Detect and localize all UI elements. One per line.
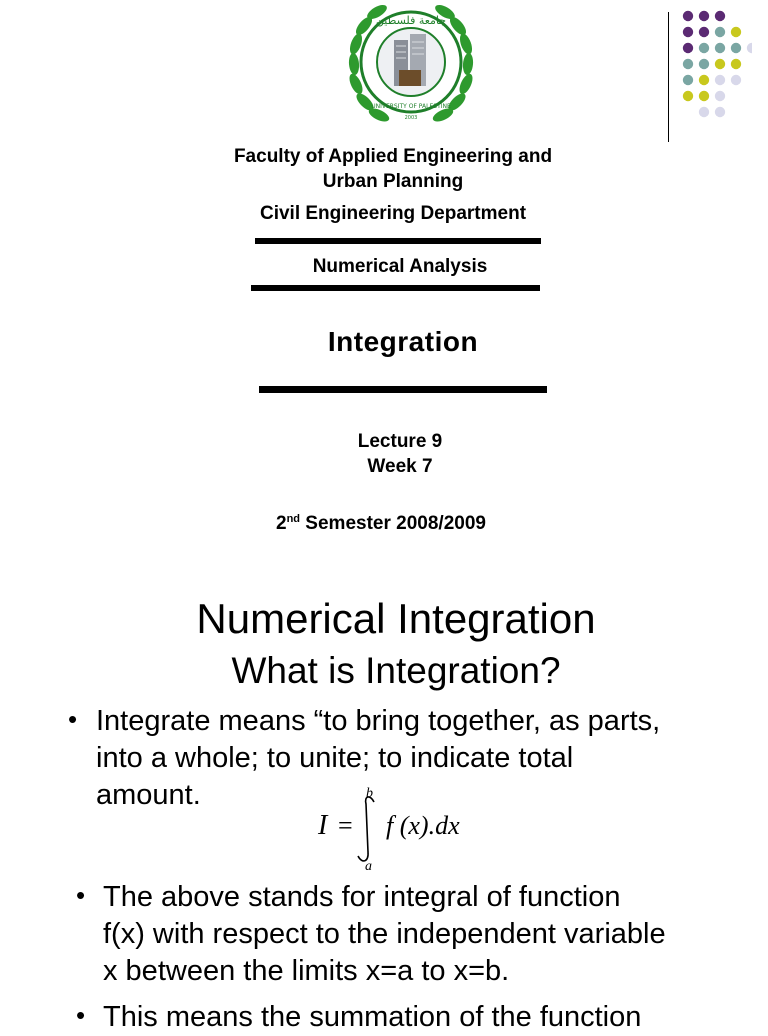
bullet-line: The above stands for integral of function	[103, 881, 621, 913]
decor-dot	[699, 27, 709, 37]
decor-dot	[747, 43, 752, 53]
department-name: Civil Engineering Department	[259, 203, 527, 224]
bullet-line: into a whole; to unite; to indicate total	[96, 742, 574, 774]
formula-equals: =	[338, 811, 353, 840]
decor-dot	[715, 11, 725, 21]
university-logo	[344, 0, 478, 128]
decor-dot	[715, 59, 725, 69]
integral-formula	[300, 782, 500, 872]
formula-lower-limit: a	[365, 859, 372, 872]
faculty-line-1: Faculty of Applied Engineering and	[233, 146, 553, 167]
bullet-explanation	[103, 879, 763, 990]
decor-dot	[683, 75, 693, 85]
decor-dot	[731, 27, 741, 37]
decor-dot	[683, 91, 693, 101]
bullet-line: x between the limits x=a to x=b.	[103, 955, 510, 987]
decor-dot	[683, 27, 693, 37]
bullet-line: This means the summation of the function	[103, 1001, 642, 1033]
decor-dot	[683, 43, 693, 53]
decorative-dot-grid	[682, 10, 752, 122]
decor-dot	[731, 43, 741, 53]
decor-dot	[699, 11, 709, 21]
formula-lhs: I	[318, 810, 328, 841]
logo-arabic-text: جامعة فلسطين	[375, 14, 447, 27]
horizontal-rule	[255, 238, 541, 244]
decor-dot	[715, 107, 725, 117]
bullet-line: amount.	[96, 779, 201, 811]
decor-dot	[699, 91, 709, 101]
semester-suffix: nd	[286, 513, 301, 525]
lecture-title: Integration	[327, 326, 479, 357]
horizontal-rule	[251, 285, 540, 291]
week-number: Week 7	[367, 456, 433, 477]
logo-english-text: UNIVERSITY OF PALESTINE	[371, 103, 451, 110]
bullet-summation	[103, 999, 763, 1036]
lecture-number: Lecture 9	[357, 431, 443, 452]
formula-integrand: f (x).dx	[386, 811, 460, 840]
decor-dot	[699, 43, 709, 53]
faculty-name	[180, 144, 606, 194]
slide-title: Numerical Integration	[196, 595, 596, 642]
decor-dot	[731, 59, 741, 69]
decor-dot	[715, 75, 725, 85]
decor-dot	[699, 75, 709, 85]
horizontal-rule	[259, 386, 547, 393]
decor-dot	[699, 59, 709, 69]
integral-sign	[358, 797, 374, 861]
semester-number: 2	[276, 513, 287, 534]
decor-dot	[731, 75, 741, 85]
bullet-marker: •	[76, 1000, 86, 1030]
bullet-line: Integrate means “to bring together, as parts,	[96, 705, 661, 737]
decor-dot	[699, 107, 709, 117]
decor-dot	[715, 91, 725, 101]
course-name: Numerical Analysis	[312, 256, 488, 277]
decor-dot	[715, 43, 725, 53]
decor-dot	[715, 27, 725, 37]
decor-dot	[683, 59, 693, 69]
decor-dot	[683, 11, 693, 21]
bullet-marker: •	[68, 704, 78, 734]
formula-upper-limit: b	[366, 786, 373, 801]
decorative-divider	[668, 12, 669, 142]
semester	[276, 511, 566, 536]
semester-text: Semester 2008/2009	[300, 513, 486, 534]
bullet-line: f(x) with respect to the independent variable	[103, 918, 666, 950]
logo-year: 2003	[404, 115, 418, 121]
bullet-marker: •	[76, 880, 86, 910]
faculty-line-2: Urban Planning	[322, 171, 464, 192]
slide-subtitle: What is Integration?	[231, 650, 561, 691]
